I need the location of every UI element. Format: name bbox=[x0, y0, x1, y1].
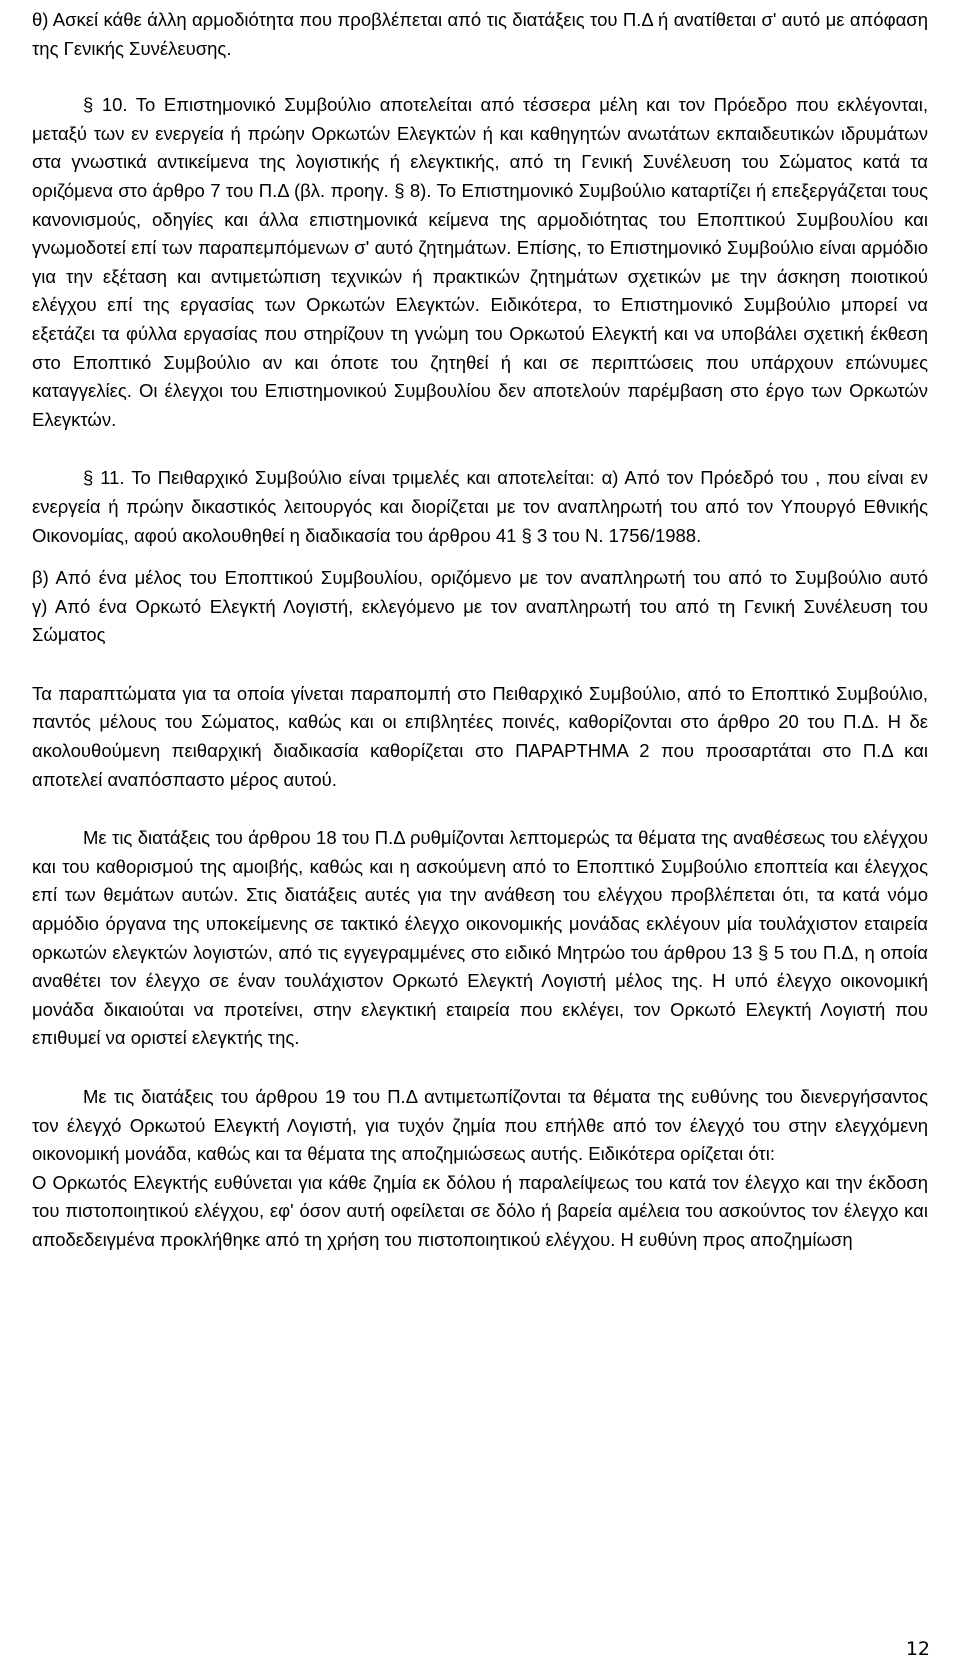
document-page bbox=[32, 6, 928, 1255]
page-number: 12 bbox=[905, 1638, 930, 1660]
paragraph-section-11: § 11. Το Πειθαρχικό Συμβούλιο είναι τριμελές και αποτελείται: α) Από τον Πρόεδρό του , που είναι εν ενεργεία ή πρώην δικαστικός λειτουργός και διορίζεται με τον αναπληρωτή του από τον Υπουργό Εθνικής Οικονομίας, αφού ακολουθηθεί η διαδικασία του άρθρου 41 § 3 του Ν. 1756/1988. bbox=[32, 467, 928, 546]
paragraph-article-19: Με τις διατάξεις του άρθρου 19 του Π.Δ αντιμετωπίζονται τα θέματα της ευθύνης του διενεργήσαντος τον έλεγχό Ορκωτού Ελεγκτή Λογιστή, για τυχόν ζημία που επήλθε από τον έλεγχό του στην ελεγχόμενη οικονομική μονάδα, καθώς και τα θέματα της αποζημιώσεως αυτής. Ειδικότερα ορίζεται ότι: bbox=[32, 1086, 928, 1165]
paragraph-item-beta: β) Από ένα μέλος του Εποπτικού Συμβουλίου, οριζόμενο με τον αναπληρωτή του από το Συμβούλιο αυτό bbox=[32, 567, 928, 589]
paragraph-item-theta: θ) Ασκεί κάθε άλλη αρμοδιότητα που προβλέπεται από τις διατάξεις του Π.Δ ή ανατίθεται σ' αυτό με απόφαση της Γενικής Συνέλευσης. bbox=[32, 9, 928, 59]
paragraph-item-gamma: γ) Από ένα Ορκωτό Ελεγκτή Λογιστή, εκλεγόμενο με τον αναπληρωτή του από τη Γενική Συνέλευση του Σώματος bbox=[32, 595, 928, 646]
paragraph-section-10: § 10. Το Επιστημονικό Συμβούλιο αποτελείται από τέσσερα μέλη και τον Πρόεδρο που εκλέγονται, μεταξύ των εν ενεργεία ή πρώην Ορκωτών Ελεγκτών ή και καθηγητών ανωτάτων εκπαιδευτικών ιδρυμάτων στα γνωστικά αντικείμενα της λογιστικής ή ελεγκτικής, από τη Γενική Συνέλευση του Σώματος κατά τα οριζόμενα στο άρθρο 7 του Π.Δ (βλ. προηγ. § 8). Το Επιστημονικό Συμβούλιο καταρτίζει ή επεξεργάζεται τους κανονισμούς, οδηγίες και άλλα επιστημονικά κείμενα της αρμοδιότητας του Εποπτικού Συμβουλίου και γνωμοδοτεί επί των παραπεμπόμενων σ' αυτό ζητημάτων. Επίσης, το Επιστημονικό Συμβούλιο είναι αρμόδιο για την εξέταση και αντιμετώπιση τεχνικών ή πρακτικών ζητημάτων σχετικών με την άσκηση ποιοτικού ελέγχου επί της εργασίας των Ορκωτών Ελεγκτών. Ειδικότερα, το Επιστημονικό Συμβούλιο μπορεί να εξετάζει τα φύλλα εργασίας που στηρίζουν τη γνώμη του Ορκωτού Ελεγκτή και να υποβάλει σχετική έκθεση στο Εποπτικό Συμβούλιο αν και όποτε του ζητηθεί ή και σε περιπτώσεις που υπάρχουν επώνυμες καταγγελίες. Οι έλεγχοι του Επιστημονικού Συμβουλίου δεν αποτελούν παρέμβαση στο έργο των Ορκωτών Ελεγκτών. bbox=[32, 94, 928, 430]
paragraph-disciplinary-offences: Τα παραπτώματα για τα οποία γίνεται παραπομπή στο Πειθαρχικό Συμβούλιο, από το Εποπτικό Συμβούλιο, παντός μέλους του Σώματος, καθώς και οι επιβλητέες ποινές, καθορίζονται στο άρθρο 20 του Π.Δ. Η δε ακολουθούμενη πειθαρχική διαδικασία καθορίζεται στο ΠΑΡΑΡΤΗΜΑ 2 που προσαρτάται στο Π.Δ και αποτελεί αναπόσπαστο μέρος αυτού. bbox=[32, 682, 928, 790]
paragraph-article-18: Με τις διατάξεις του άρθρου 18 του Π.Δ ρυθμίζονται λεπτομερώς τα θέματα της αναθέσεως του ελέγχου και του καθορισμού της αμοιβής, καθώς και η ασκούμενη από το Εποπτικό Συμβούλιο εποπτεία και έλεγχος επί των θεμάτων αυτών. Στις διατάξεις αυτές για την ανάθεση του ελέγχου προβλέπεται ότι, τα κατά νόμο αρμόδιο όργανα της υποκείμενης σε τακτικό έλεγχο οικονομικής μονάδας εκλέγουν μία τουλάχιστον εταιρεία ορκωτών ελεγκτών λογιστών, από τις εγγεγραμμένες στο ειδικό Μητρώο του άρθρου 13 § 5 του Π.Δ, η οποία αναθέτει τον έλεγχο σε έναν τουλάχιστον Ορκωτό Ελεγκτή Λογιστή μέλος της. Η υπό έλεγχο οικονομική μονάδα δικαιούται να προτείνει, στην ελεγκτική εταιρεία που εκλέγει, τον Ορκωτό Ελεγκτή Λογιστή που επιθυμεί να οριστεί ελεγκτής της. bbox=[32, 827, 928, 1049]
paragraph-auditor-liability: Ο Ορκωτός Ελεγκτής ευθύνεται για κάθε ζημία εκ δόλου ή παραλείψεως του κατά τον έλεγχο και την έκδοση του πιστοποιητικού ελέγχου, εφ' όσον αυτή οφείλεται σε δόλο ή βαρεία αμέλεια του ασκούντος τον έλεγχο και αποδεδειγμένα προκλήθηκε από τη χρήση του πιστοποιητικού ελέγχου. Η ευθύνη προς αποζημίωση bbox=[32, 1171, 928, 1250]
